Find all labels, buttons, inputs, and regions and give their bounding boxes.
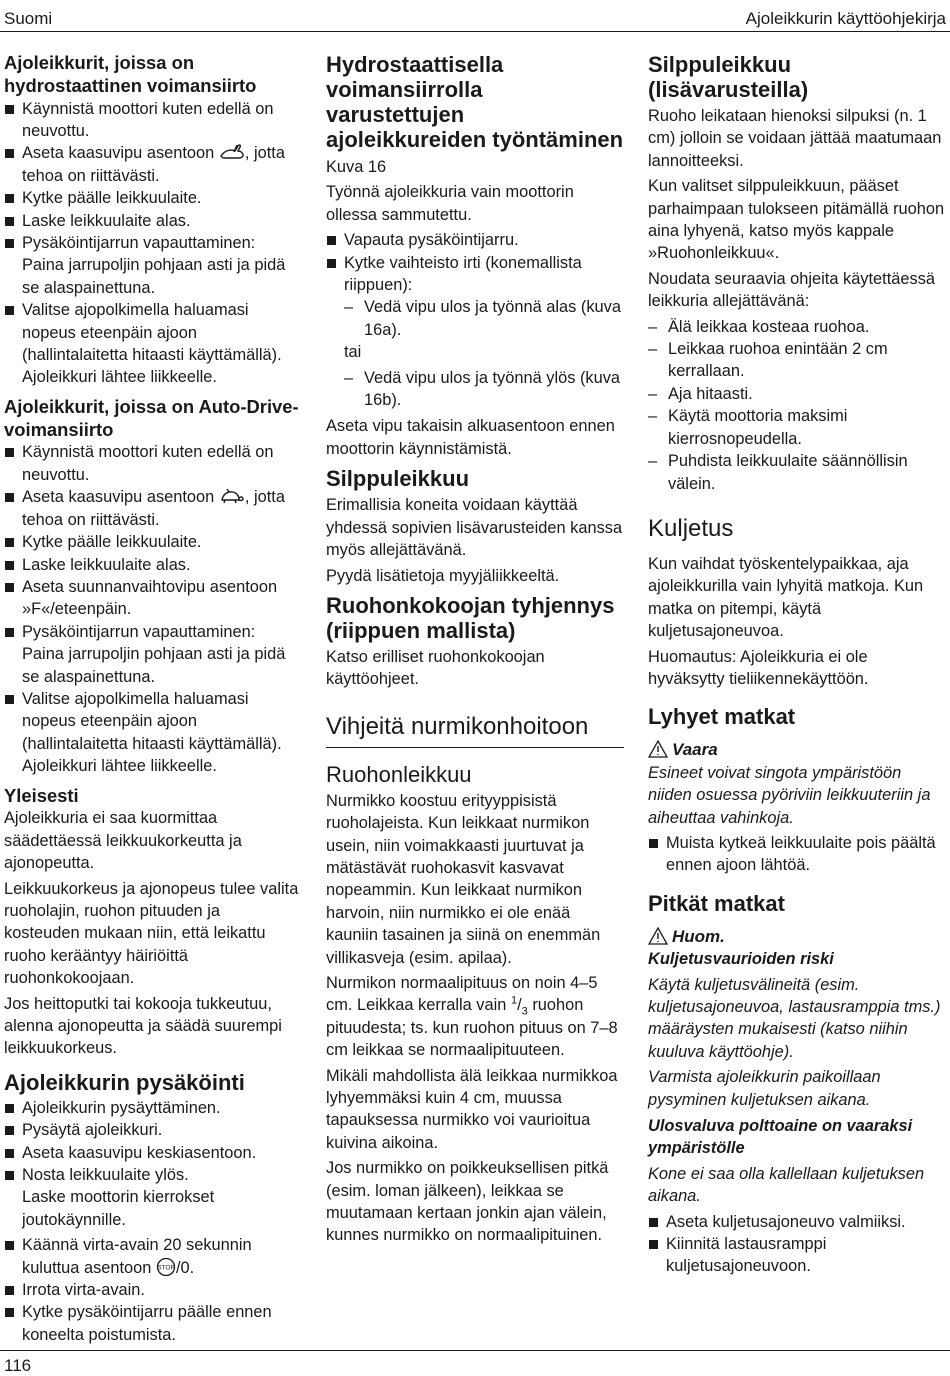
heading-emptying: Ruohonkokoojan tyhjennys (riippuen mallista): [326, 592, 615, 643]
danger-label: Vaara: [648, 739, 946, 761]
fraction-numerator: 1: [510, 994, 518, 1007]
heading-transport: Kuljetus: [648, 514, 734, 542]
hydro-steps: [4, 98, 300, 389]
column-1: [4, 52, 300, 1346]
mulching-paragraph: Pyydä lisätietoja myyjäliikkeeltä.: [326, 566, 560, 585]
heading-auto-drive: Ajoleikkurit, joissa on Auto-Drive-voimansiirto: [4, 395, 299, 440]
bullet-icon: [327, 259, 336, 268]
list-item: Nosta leikkuulaite ylös.: [4, 1164, 300, 1186]
mulching-paragraph: Kun valitset silppuleikkuun, pääset parhaimpaan tulokseen pitämällä ruohon aina lyhyenä, katso myös kappale »Ruohonleikkuu«.: [648, 177, 945, 263]
heading-mulching: Silppuleikkuu: [326, 466, 470, 492]
transport-paragraph: Kun vaihdat työskentelypaikkaa, aja ajoleikkurilla vain lyhyitä matkoja. Kun matka on pitempi, käytä kuljetusajoneuvoa.: [648, 554, 924, 641]
list-item: Kiinnitä lastausramppi kuljetusajoneuvoon.: [648, 1233, 946, 1278]
bullet-icon: [5, 583, 14, 592]
list-item: Kytke päälle leikkuulaite.: [4, 187, 300, 209]
mowing-paragraph: Mikäli mahdollista älä leikkaa nurmikkoa lyhyemmäksi kuin 4 cm, muussa tapauksessa nurmikko voi vaurioitua kuivina aikoina.: [326, 1066, 618, 1152]
list-item: Pysäköintijarrun vapauttaminen: Paina jarrupoljin pohjaan asti ja pidä se alaspainettuna.: [4, 232, 300, 299]
transport-steps: [648, 1211, 946, 1278]
danger-text: Esineet voivat singota ympäristöön niiden osuessa pyöriviin leikkuuteriin ja aiheuttaa vahinkoja.: [648, 763, 931, 827]
bullet-icon: [5, 239, 14, 248]
bullet-icon: [5, 194, 14, 203]
heading-mowing: Ruohonleikkuu: [326, 761, 472, 787]
mulching-tips: [648, 316, 946, 495]
list-item: Käynnistä moottori kuten edellä on neuvottu.: [4, 98, 300, 143]
list-item: – Leikkaa ruohoa enintään 2 cm kerrallaan.: [648, 340, 888, 381]
bullet-icon: [5, 306, 14, 315]
emptying-paragraph: Katso erilliset ruohonkokoojan käyttöohjeet.: [326, 647, 545, 689]
page-number: 116: [4, 1356, 32, 1375]
list-item: Ajoleikkurin pysäyttäminen.: [4, 1097, 300, 1119]
note-text: Varmista ajoleikkurin paikoillaan pysyminen kuljetuksen aikana.: [648, 1068, 881, 1109]
list-item: Aseta kaasuvipu keskiasentoon.: [4, 1142, 300, 1164]
list-item: Irrota virta-avain.: [4, 1279, 300, 1301]
note-subtitle: Kuljetusvaurioiden riski: [648, 950, 834, 969]
heading-pushing: Hydrostaattisella voimansiirrolla varustettujen ajoleikkureiden työntäminen: [326, 52, 624, 152]
parking-steps-cont: [4, 1234, 300, 1346]
column-3: [648, 52, 946, 1278]
bullet-icon: [5, 217, 14, 226]
danger-steps: [648, 832, 946, 877]
general-paragraph: Ajoleikkuria ei saa kuormittaa säädettäessä leikkuukorkeutta ja ajonopeutta.: [4, 809, 242, 873]
bullet-icon: [5, 1308, 14, 1317]
list-item: Aseta suunnanvaihtovipu asentoon »F«/eteenpäin.: [4, 576, 300, 621]
heading-lawn-tips: Vihjeitä nurmikonhoitoon: [326, 713, 624, 748]
mulching-paragraph: Ruoho leikataan hienoksi silpuksi (n. 1 cm) jolloin se voidaan jättää maatumaan lannoitteeksi.: [648, 107, 942, 170]
list-item: – Aja hitaasti.: [648, 384, 753, 403]
general-paragraph: Leikkuukorkeus ja ajonopeus tulee valita ruoholajin, ruohon pituuden ja kosteuden mukaan niin, että leikattu ruoho kerääntyy häiriöittä ruohonkokoojaan.: [4, 879, 299, 988]
list-item: Pysäköintijarrun vapauttaminen: Paina jarrupoljin pohjaan asti ja pidä se alaspainettuna.: [4, 621, 300, 688]
fraction-denominator: 3: [521, 1005, 528, 1018]
list-item: – Vedä vipu ulos ja työnnä alas (kuva 16a).: [344, 298, 621, 339]
mowing-paragraph: Nurmikon normaalipituus on noin 4–5 cm. Leikkaa kerralla vain $^1/_3$ ruohon pituudesta; ts. kun ruohon pituus on 7–8 cm leikkaa se normaalipituuteen.: [326, 973, 618, 1060]
page-header: [0, 0, 950, 32]
header-language: Suomi: [4, 9, 53, 28]
pushing-paragraph: Työnnä ajoleikkuria vain moottorin ollessa sammutettu.: [326, 183, 574, 224]
bullet-icon: [649, 839, 658, 848]
turtle-icon: [219, 486, 245, 506]
list-item: Laske leikkuulaite alas.: [4, 210, 300, 232]
list-item: Kytke vaihteisto irti (konemallista riippuen):: [326, 252, 624, 297]
pushing-paragraph: Aseta vipu takaisin alkuasentoon ennen moottorin käynnistämistä.: [326, 417, 615, 458]
bullet-icon: [5, 538, 14, 547]
pushing-substeps: [326, 296, 624, 341]
stop-icon: [156, 1257, 176, 1277]
bullet-icon: [5, 105, 14, 114]
bullet-icon: [5, 1104, 14, 1113]
mowing-paragraph: Nurmikko koostuu erityyppisistä ruoholajeista. Kun leikkaat nurmikon usein, niin voimakkaasti juurtuvat ja mätästävät ruohokasvit kasvavat nopeammin. Kun leikkaat nurmikon harvoin, niin nurmikko ei ole enää kauniin tasainen ja siinä on enemmän villikasveja (esim. apilaa).: [326, 791, 601, 967]
list-item: Muista kytkeä leikkuulaite pois päältä ennen ajoon lähtöä.: [648, 832, 946, 877]
mulching-paragraph: Noudata seuraavia ohjeita käytettäessä leikkuria allejättävänä:: [648, 269, 936, 311]
bullet-icon: [5, 1126, 14, 1135]
bullet-icon: [5, 1149, 14, 1158]
pushing-substeps: [326, 367, 624, 412]
transport-paragraph: Huomautus: Ajoleikkuria ei ole hyväksytty tieliikennekäyttöön.: [648, 647, 869, 688]
bullet-icon: [5, 149, 14, 158]
bullet-icon: [649, 1240, 658, 1249]
rabbit-icon: [219, 142, 245, 162]
bullet-icon: [5, 493, 14, 502]
or-text: tai: [344, 343, 362, 362]
warning-triangle-icon: [648, 740, 668, 758]
mulching-paragraph: Erimallisia koneita voidaan käyttää yhdessä sopivien lisävarusteiden kanssa myös allejättävänä.: [326, 496, 623, 560]
bullet-icon: [327, 236, 336, 245]
list-item: – Älä leikkaa kosteaa ruohoa.: [648, 317, 870, 336]
bullet-icon: [649, 1218, 658, 1227]
fuel-warning-title: Ulosvaluva polttoaine on vaaraksi ympäristölle: [648, 1117, 913, 1158]
heading-parking: Ajoleikkurin pysäköinti: [4, 1069, 245, 1095]
bullet-icon: [5, 448, 14, 457]
header-manual-title: Ajoleikkurin käyttöohjekirja: [745, 9, 946, 28]
list-item: – Käytä moottoria maksimi kierrosnopeudella.: [648, 407, 848, 448]
list-item: Valitse ajopolkimella haluamasi nopeus eteenpäin ajoon (hallintalaitetta hitaasti käyttämällä). Ajoleikkuri lähtee liikkeelle.: [4, 688, 300, 778]
list-item: Aseta kaasuvipu asentoon , jotta tehoa on riittävästi.: [4, 486, 300, 531]
heading-long-distances: Pitkät matkat: [648, 890, 785, 916]
header-rule: [0, 31, 950, 32]
heading-mulching-accessory: Silppuleikkuu (lisävarusteilla): [648, 52, 809, 102]
warning-triangle-icon: [648, 927, 668, 945]
list-item: Kytke päälle leikkuulaite.: [4, 531, 300, 553]
pushing-steps: [326, 229, 624, 296]
footer-rule: [0, 1350, 950, 1351]
bullet-icon: [5, 1241, 14, 1250]
bullet-icon: [5, 628, 14, 637]
list-item: Aseta kaasuvipu asentoon , jotta tehoa on riittävästi.: [4, 142, 300, 187]
list-item: – Vedä vipu ulos ja työnnä ylös (kuva 16b).: [344, 368, 621, 410]
list-item: Vapauta pysäköintijarru.: [326, 229, 624, 251]
auto-drive-steps: [4, 441, 300, 777]
mowing-paragraph: Jos nurmikko on poikkeuksellisen pitkä (esim. loman jälkeen), leikkaa se muutamaan kertaan jonkin ajan välein, kunnes nurmikko on normaalipituinen.: [326, 1159, 609, 1245]
bullet-icon: [5, 695, 14, 704]
note-text: Käytä kuljetusvälineitä (esim. kuljetusajoneuvoa, lastausramppia tms.) määräysten mukaisesti (katso niihin kuuluva käyttöohje).: [648, 975, 941, 1061]
list-item: Valitse ajopolkimella haluamasi nopeus eteenpäin ajoon (hallintalaitetta hitaasti käyttämällä). Ajoleikkuri lähtee liikkeelle.: [4, 299, 300, 389]
list-item: Laske leikkuulaite alas.: [4, 554, 300, 576]
heading-short-distances: Lyhyet matkat: [648, 704, 796, 730]
figure-reference: Kuva 16: [326, 158, 387, 176]
list-item: Käynnistä moottori kuten edellä on neuvottu.: [4, 441, 300, 486]
list-item: Kytke pysäköintijarru päälle ennen koneelta poistumista.: [4, 1301, 300, 1346]
list-item: – Puhdista leikkuulaite säännöllisin välein.: [648, 452, 908, 493]
list-item: Aseta kuljetusajoneuvo valmiiksi.: [648, 1211, 946, 1233]
parking-steps: [4, 1097, 300, 1187]
heading-general: Yleisesti: [4, 784, 79, 806]
note-label: Huom.: [648, 926, 946, 948]
bullet-icon: [5, 561, 14, 570]
column-2: [326, 52, 624, 1250]
fuel-warning-text: Kone ei saa olla kallellaan kuljetuksen aikana.: [648, 1164, 925, 1206]
list-item: Käännä virta-avain 20 sekunnin kuluttua asentoon STOP /0.: [4, 1234, 300, 1279]
list-item: Pysäytä ajoleikkuri.: [4, 1119, 300, 1141]
bullet-icon: [5, 1171, 14, 1180]
general-paragraph: Jos heittoputki tai kokooja tukkeutuu, alenna ajonopeutta ja säädä suurempi leikkuukorkeus.: [4, 994, 282, 1058]
svg-text:STOP: STOP: [157, 1264, 175, 1272]
heading-hydrostatic-drive: Ajoleikkurit, joissa on hydrostaattinen voimansiirto: [4, 52, 257, 96]
bullet-icon: [5, 1286, 14, 1295]
parking-substep: Laske moottorin kierrokset joutokäynnille.: [22, 1188, 215, 1229]
